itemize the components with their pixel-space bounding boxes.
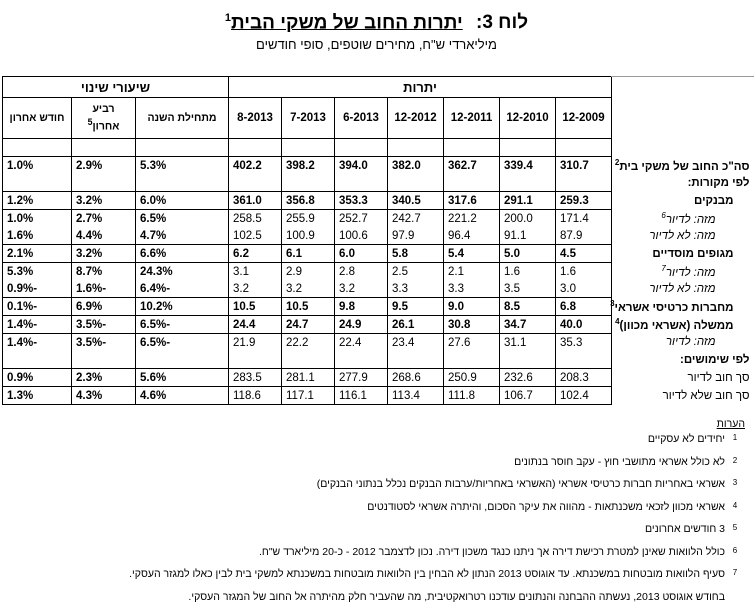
row-label bbox=[612, 351, 754, 369]
change-cell: 5.3% bbox=[136, 157, 229, 175]
note-item bbox=[0, 456, 745, 479]
note-number: 1 bbox=[725, 433, 745, 442]
balance-cell: 26.1 bbox=[388, 316, 444, 334]
row-label-text: ממשלה (אשראי מכוון) bbox=[620, 320, 734, 332]
change-header-text: רביע אחרון bbox=[92, 103, 119, 133]
balance-cell: 9.5 bbox=[388, 298, 444, 316]
row-footnote-mark: 4 bbox=[615, 317, 619, 326]
change-cell: -1.6% bbox=[72, 280, 136, 298]
row-label-text: מגופים מוסדיים bbox=[652, 248, 733, 260]
row-label bbox=[612, 245, 754, 263]
table-number: לוח 3: bbox=[476, 12, 528, 33]
period-header: 7-2013 bbox=[282, 98, 335, 139]
note-text: לא כולל אשראי מתושבי חוץ - עקב חוסר בנתונים bbox=[0, 456, 725, 468]
balance-cell: 208.3 bbox=[556, 369, 612, 387]
balance-cell: 310.7 bbox=[556, 157, 612, 175]
row-footnote-mark: 6 bbox=[661, 211, 665, 220]
row-label bbox=[612, 227, 754, 245]
balance-cell: 5.4 bbox=[444, 245, 500, 263]
notes-section bbox=[0, 418, 745, 613]
debt-table bbox=[2, 76, 754, 405]
change-cell: 1.0% bbox=[3, 210, 72, 228]
balance-cell: 24.4 bbox=[229, 316, 282, 334]
balance-cell bbox=[229, 174, 282, 192]
balance-cell: 394.0 bbox=[335, 157, 388, 175]
row-label bbox=[612, 192, 754, 210]
balance-cell: 23.4 bbox=[388, 334, 444, 352]
balance-cell: 361.0 bbox=[229, 192, 282, 210]
table-row bbox=[3, 174, 754, 192]
change-cell: -6.5% bbox=[136, 316, 229, 334]
balance-cell bbox=[444, 174, 500, 192]
balance-cell: 258.5 bbox=[229, 210, 282, 228]
row-label bbox=[612, 280, 754, 298]
note-number: 6 bbox=[725, 546, 745, 555]
row-label bbox=[612, 157, 754, 175]
change-cell: 6.5% bbox=[136, 210, 229, 228]
gap-cell bbox=[335, 139, 388, 157]
table-row bbox=[3, 298, 754, 316]
balance-cell: 8.5 bbox=[500, 298, 556, 316]
gap-cell bbox=[3, 139, 72, 157]
period-header: 6-2013 bbox=[335, 98, 388, 139]
balance-cell: 1.6 bbox=[556, 263, 612, 281]
balance-cell: 3.2 bbox=[282, 280, 335, 298]
change-cell: 10.2% bbox=[136, 298, 229, 316]
change-header-footnote: 5 bbox=[88, 117, 93, 127]
balance-cell: 281.1 bbox=[282, 369, 335, 387]
balance-cell: 5.8 bbox=[388, 245, 444, 263]
change-cell bbox=[136, 174, 229, 192]
balance-cell: 4.5 bbox=[556, 245, 612, 263]
balance-cell bbox=[500, 174, 556, 192]
change-cell: -0.1% bbox=[3, 298, 72, 316]
changes-header: שיעורי שינוי bbox=[3, 77, 229, 98]
title-text: יתרות החוב של משקי הבית bbox=[231, 12, 463, 33]
change-header bbox=[136, 98, 229, 139]
change-cell: 4.3% bbox=[72, 387, 136, 405]
balance-cell: 3.5 bbox=[500, 280, 556, 298]
balance-cell: 24.7 bbox=[282, 316, 335, 334]
balance-cell: 3.2 bbox=[335, 280, 388, 298]
balance-cell: 317.6 bbox=[444, 192, 500, 210]
note-text: 3 חודשים אחרונים bbox=[0, 523, 725, 535]
balance-cell: 24.9 bbox=[335, 316, 388, 334]
period-header: 12-2011 bbox=[444, 98, 500, 139]
row-label bbox=[612, 316, 754, 334]
balance-cell: 30.8 bbox=[444, 316, 500, 334]
table-row bbox=[3, 263, 754, 281]
table-row bbox=[3, 351, 754, 369]
balance-cell: 3.1 bbox=[229, 263, 282, 281]
note-item bbox=[0, 478, 745, 501]
balance-cell: 259.3 bbox=[556, 192, 612, 210]
note-item bbox=[0, 568, 745, 591]
balance-cell: 6.1 bbox=[282, 245, 335, 263]
change-cell: 1.3% bbox=[3, 387, 72, 405]
table-row bbox=[3, 227, 754, 245]
change-cell: -1.4% bbox=[3, 316, 72, 334]
balance-cell bbox=[229, 351, 282, 369]
row-label-text: לפי שימושים: bbox=[680, 354, 749, 366]
change-cell: 1.6% bbox=[3, 227, 72, 245]
note-item bbox=[0, 433, 745, 456]
balance-cell: 87.9 bbox=[556, 227, 612, 245]
balance-cell: 118.6 bbox=[229, 387, 282, 405]
balance-cell: 40.0 bbox=[556, 316, 612, 334]
balance-cell bbox=[282, 174, 335, 192]
balance-cell: 402.2 bbox=[229, 157, 282, 175]
balance-cell bbox=[282, 351, 335, 369]
change-cell: 2.1% bbox=[3, 245, 72, 263]
group-header-row bbox=[3, 77, 754, 98]
column-header-row bbox=[3, 98, 754, 139]
gap-cell bbox=[556, 139, 612, 157]
row-label-text: מבנקים bbox=[694, 195, 733, 207]
balance-cell bbox=[500, 351, 556, 369]
row-label bbox=[612, 263, 754, 281]
table-row bbox=[3, 387, 754, 405]
balance-cell: 171.4 bbox=[556, 210, 612, 228]
row-label-text: מחברות כרטיסי אשראי bbox=[615, 302, 734, 314]
note-text: כולל הלוואות שאינן למטרת רכישת דירה אך ניתנו כנגד משכון דירה. נכון לדצמבר 2012 - כ-20 מיליארד ש"ח. bbox=[0, 546, 725, 558]
gap-cell bbox=[500, 139, 556, 157]
balance-cell bbox=[556, 351, 612, 369]
balance-cell: 283.5 bbox=[229, 369, 282, 387]
change-header-text: חודש אחרון bbox=[10, 112, 65, 124]
balance-cell: 250.9 bbox=[444, 369, 500, 387]
balance-cell: 102.5 bbox=[229, 227, 282, 245]
note-text: בחודש אוגוסט 2013, נעשתה ההבחנה והנתונים עודכנו רטרואקטיבית, מה שהעביר חלק מהיתרה אל החוב של המגזר העסקי. bbox=[0, 591, 725, 603]
gap-row bbox=[3, 139, 754, 157]
row-label-text: מזה: לדיור bbox=[666, 336, 716, 348]
gap-cell bbox=[388, 139, 444, 157]
note-number: 3 bbox=[725, 478, 745, 487]
change-cell: 2.7% bbox=[72, 210, 136, 228]
change-cell bbox=[136, 351, 229, 369]
period-header: 12-2009 bbox=[556, 98, 612, 139]
note-text: אשראי באחריות חברות כרטיסי אשראי (האשראי באחריות/ערבות הבנקים נכלל בנתוני הבנקים) bbox=[0, 478, 725, 490]
row-label bbox=[612, 174, 754, 192]
note-item bbox=[0, 523, 745, 546]
balance-cell: 221.2 bbox=[444, 210, 500, 228]
balance-cell: 9.0 bbox=[444, 298, 500, 316]
balance-cell: 100.9 bbox=[282, 227, 335, 245]
table-row bbox=[3, 157, 754, 175]
change-cell: -3.5% bbox=[72, 334, 136, 352]
balance-cell: 340.5 bbox=[388, 192, 444, 210]
balance-cell: 27.6 bbox=[444, 334, 500, 352]
balance-cell: 1.6 bbox=[500, 263, 556, 281]
period-header: 12-2010 bbox=[500, 98, 556, 139]
balance-cell: 113.4 bbox=[388, 387, 444, 405]
label-header-cell bbox=[612, 98, 754, 139]
change-cell: 8.7% bbox=[72, 263, 136, 281]
balance-cell: 2.8 bbox=[335, 263, 388, 281]
change-cell: 1.2% bbox=[3, 192, 72, 210]
corner-cell bbox=[612, 77, 754, 98]
balance-cell bbox=[388, 351, 444, 369]
period-header: 8-2013 bbox=[229, 98, 282, 139]
balance-cell: 277.9 bbox=[335, 369, 388, 387]
change-cell: 0.9% bbox=[3, 369, 72, 387]
row-label-text: סה"כ החוב של משקי בית bbox=[619, 161, 749, 173]
table-row bbox=[3, 210, 754, 228]
balance-cell: 382.0 bbox=[388, 157, 444, 175]
row-label-text: לפי מקורות: bbox=[688, 177, 750, 189]
balance-cell: 22.4 bbox=[335, 334, 388, 352]
change-cell: 2.9% bbox=[72, 157, 136, 175]
change-cell: 6.0% bbox=[136, 192, 229, 210]
note-text: אשראי מכוון לזכאי משכנתאות - מהווה את עיקר הסכום, והיתרה אשראי לסטודנטים bbox=[0, 501, 725, 513]
balance-cell: 2.1 bbox=[444, 263, 500, 281]
row-footnote-mark: 2 bbox=[615, 158, 619, 167]
balance-cell: 100.6 bbox=[335, 227, 388, 245]
balance-cell: 97.9 bbox=[388, 227, 444, 245]
change-cell: 3.2% bbox=[72, 192, 136, 210]
change-cell: -6.4% bbox=[136, 280, 229, 298]
balance-cell bbox=[556, 174, 612, 192]
row-label bbox=[612, 210, 754, 228]
table-row bbox=[3, 280, 754, 298]
row-label-text: סך חוב שלא לדיור bbox=[663, 390, 750, 402]
change-cell: -6.5% bbox=[136, 334, 229, 352]
note-number: 7 bbox=[725, 568, 745, 577]
row-footnote-mark: 3 bbox=[610, 299, 614, 308]
row-label-text: מזה: לדיור bbox=[666, 214, 716, 226]
balance-cell: 362.7 bbox=[444, 157, 500, 175]
balance-cell: 91.1 bbox=[500, 227, 556, 245]
balance-cell: 255.9 bbox=[282, 210, 335, 228]
balance-cell bbox=[335, 351, 388, 369]
balance-cell: 10.5 bbox=[229, 298, 282, 316]
balance-cell: 2.9 bbox=[282, 263, 335, 281]
balance-cell: 22.2 bbox=[282, 334, 335, 352]
balance-cell: 102.4 bbox=[556, 387, 612, 405]
note-item bbox=[0, 591, 745, 613]
note-text: יחידים לא עסקיים bbox=[0, 433, 725, 445]
balance-cell: 6.8 bbox=[556, 298, 612, 316]
note-item bbox=[0, 546, 745, 569]
gap-cell bbox=[612, 139, 754, 157]
title-block bbox=[0, 6, 753, 52]
debt-table-wrap bbox=[2, 76, 753, 405]
balance-cell bbox=[444, 351, 500, 369]
balance-cell: 6.2 bbox=[229, 245, 282, 263]
change-cell bbox=[3, 351, 72, 369]
balance-cell: 31.1 bbox=[500, 334, 556, 352]
balance-cell: 398.2 bbox=[282, 157, 335, 175]
balance-cell: 34.7 bbox=[500, 316, 556, 334]
period-header: 12-2012 bbox=[388, 98, 444, 139]
gap-cell bbox=[229, 139, 282, 157]
note-item bbox=[0, 501, 745, 524]
balance-cell: 116.1 bbox=[335, 387, 388, 405]
change-cell: 3.2% bbox=[72, 245, 136, 263]
balance-cell: 96.4 bbox=[444, 227, 500, 245]
balance-cell: 3.3 bbox=[388, 280, 444, 298]
page-title bbox=[0, 6, 753, 35]
balance-cell: 242.7 bbox=[388, 210, 444, 228]
balance-cell: 200.0 bbox=[500, 210, 556, 228]
balance-cell: 3.3 bbox=[444, 280, 500, 298]
notes-list bbox=[0, 433, 745, 613]
row-label-text: סך חוב לדיור bbox=[688, 372, 750, 384]
balance-cell: 339.4 bbox=[500, 157, 556, 175]
balance-cell: 35.3 bbox=[556, 334, 612, 352]
table-row bbox=[3, 369, 754, 387]
gap-cell bbox=[136, 139, 229, 157]
change-cell: -3.5% bbox=[72, 316, 136, 334]
change-cell: 5.6% bbox=[136, 369, 229, 387]
balance-cell: 356.8 bbox=[282, 192, 335, 210]
title-footnote-mark: 1 bbox=[225, 12, 231, 24]
change-cell: 2.3% bbox=[72, 369, 136, 387]
balance-cell: 232.6 bbox=[500, 369, 556, 387]
change-cell: -0.9% bbox=[3, 280, 72, 298]
change-cell bbox=[72, 174, 136, 192]
subtitle: מיליארדי ש"ח, מחירים שוטפים, סופי חודשים bbox=[0, 37, 753, 52]
balance-cell: 6.0 bbox=[335, 245, 388, 263]
table-row bbox=[3, 245, 754, 263]
balances-header: יתרות bbox=[229, 77, 612, 98]
balance-cell: 21.9 bbox=[229, 334, 282, 352]
row-label bbox=[612, 298, 754, 316]
balance-cell: 3.0 bbox=[556, 280, 612, 298]
change-cell: 4.7% bbox=[136, 227, 229, 245]
gap-cell bbox=[282, 139, 335, 157]
change-header bbox=[72, 98, 136, 139]
change-cell bbox=[72, 351, 136, 369]
balance-cell: 252.7 bbox=[335, 210, 388, 228]
balance-cell: 9.8 bbox=[335, 298, 388, 316]
change-cell: 1.0% bbox=[3, 157, 72, 175]
note-number: 2 bbox=[725, 456, 745, 465]
balance-cell: 106.7 bbox=[500, 387, 556, 405]
table-row bbox=[3, 192, 754, 210]
change-cell bbox=[3, 174, 72, 192]
gap-cell bbox=[72, 139, 136, 157]
balance-cell: 291.1 bbox=[500, 192, 556, 210]
change-cell: 5.3% bbox=[3, 263, 72, 281]
row-label-text: מזה: לא לדיור bbox=[649, 283, 715, 295]
row-footnote-mark: 7 bbox=[661, 264, 665, 273]
balance-cell bbox=[335, 174, 388, 192]
balance-cell bbox=[388, 174, 444, 192]
balance-cell: 353.3 bbox=[335, 192, 388, 210]
row-label-text: מזה: לא לדיור bbox=[649, 230, 715, 242]
change-cell: 4.6% bbox=[136, 387, 229, 405]
balance-cell: 2.5 bbox=[388, 263, 444, 281]
balance-cell: 111.8 bbox=[444, 387, 500, 405]
row-label-text: מזה: לדיור bbox=[666, 267, 716, 279]
note-number: 4 bbox=[725, 501, 745, 510]
change-header-text: מתחילת השנה bbox=[147, 112, 216, 124]
change-cell: -1.4% bbox=[3, 334, 72, 352]
balance-cell: 3.2 bbox=[229, 280, 282, 298]
table-row bbox=[3, 316, 754, 334]
note-number: 5 bbox=[725, 523, 745, 532]
row-label bbox=[612, 369, 754, 387]
balance-cell: 10.5 bbox=[282, 298, 335, 316]
change-cell: 6.6% bbox=[136, 245, 229, 263]
change-header bbox=[3, 98, 72, 139]
table-body bbox=[3, 76, 754, 405]
gap-cell bbox=[444, 139, 500, 157]
balance-cell: 117.1 bbox=[282, 387, 335, 405]
notes-title: הערות bbox=[0, 418, 745, 430]
row-label bbox=[612, 334, 754, 352]
table-row bbox=[3, 334, 754, 352]
row-label bbox=[612, 387, 754, 405]
change-cell: 4.4% bbox=[72, 227, 136, 245]
change-cell: 6.9% bbox=[72, 298, 136, 316]
change-cell: 24.3% bbox=[136, 263, 229, 281]
note-text: סעיף הלוואות מובטחות במשכנתא. עד אוגוסט 2013 הנתון לא הבחין בין הלוואות מובטחות במשכנתא למשקי בית לבין כאלו למגזר העסקי. bbox=[0, 568, 725, 580]
balance-cell: 268.6 bbox=[388, 369, 444, 387]
balance-cell: 5.0 bbox=[500, 245, 556, 263]
